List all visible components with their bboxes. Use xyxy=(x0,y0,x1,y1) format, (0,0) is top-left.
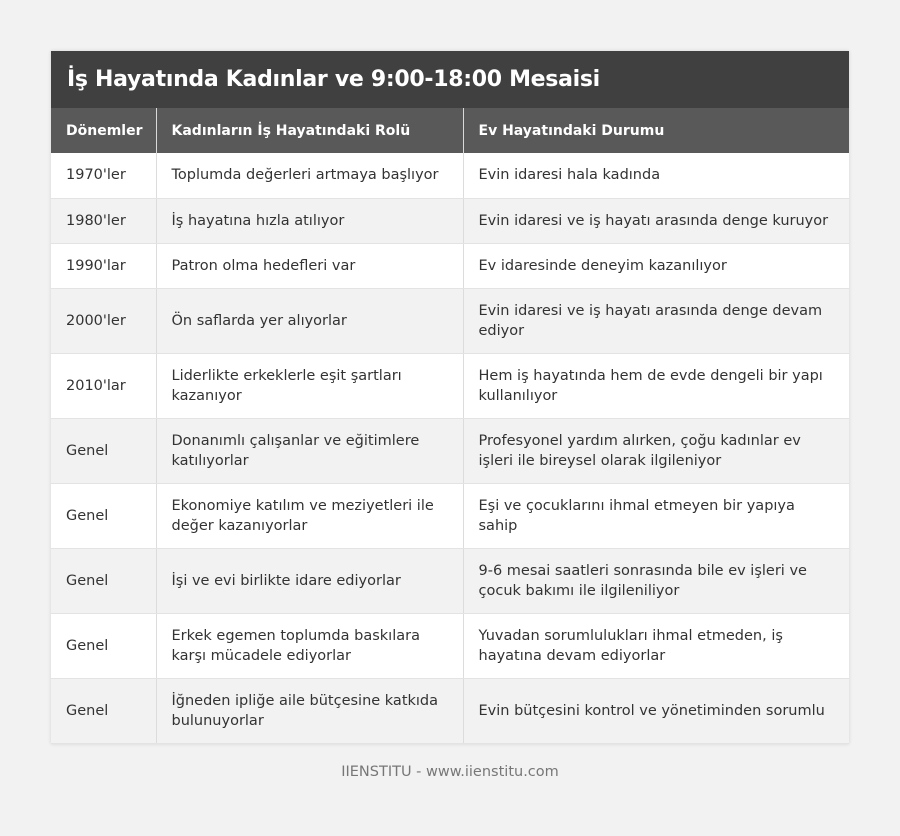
cell-work-role: Toplumda değerleri artmaya başlıyor xyxy=(156,153,463,198)
table-row xyxy=(51,243,849,288)
cell-home-status: Evin idaresi ve iş hayatı arasında denge kuruyor xyxy=(463,198,849,243)
cell-home-status: Evin idaresi ve iş hayatı arasında denge devam ediyor xyxy=(463,288,849,353)
column-header-home-status: Ev Hayatındaki Durumu xyxy=(463,108,849,153)
column-header-periods: Dönemler xyxy=(51,108,156,153)
cell-period: Genel xyxy=(51,678,156,743)
cell-period: 1990'lar xyxy=(51,243,156,288)
cell-work-role: Erkek egemen toplumda baskılara karşı mücadele ediyorlar xyxy=(156,613,463,678)
cell-period: 2010'lar xyxy=(51,353,156,418)
cell-home-status: Ev idaresinde deneyim kazanılıyor xyxy=(463,243,849,288)
cell-period: Genel xyxy=(51,548,156,613)
column-header-work-role: Kadınların İş Hayatındaki Rolü xyxy=(156,108,463,153)
cell-work-role: Patron olma hedefleri var xyxy=(156,243,463,288)
cell-work-role: Donanımlı çalışanlar ve eğitimlere katılıyorlar xyxy=(156,418,463,483)
table-body xyxy=(51,153,849,743)
cell-period: 1980'ler xyxy=(51,198,156,243)
cell-work-role: İşi ve evi birlikte idare ediyorlar xyxy=(156,548,463,613)
cell-work-role: Ön saflarda yer alıyorlar xyxy=(156,288,463,353)
cell-period: 2000'ler xyxy=(51,288,156,353)
table-row xyxy=(51,418,849,483)
table-row xyxy=(51,153,849,198)
cell-period: 1970'ler xyxy=(51,153,156,198)
cell-work-role: Liderlikte erkeklerle eşit şartları kazanıyor xyxy=(156,353,463,418)
table-card xyxy=(51,51,849,744)
table-title: İş Hayatında Kadınlar ve 9:00-18:00 Mesaisi xyxy=(51,51,849,108)
cell-period: Genel xyxy=(51,613,156,678)
table-row xyxy=(51,353,849,418)
table-row xyxy=(51,613,849,678)
table-row xyxy=(51,288,849,353)
table-row xyxy=(51,483,849,548)
cell-home-status: Hem iş hayatında hem de evde dengeli bir yapı kullanılıyor xyxy=(463,353,849,418)
footer-credit: IIENSTITU - www.iienstitu.com xyxy=(341,764,559,780)
table-row xyxy=(51,198,849,243)
cell-work-role: İğneden ipliğe aile bütçesine katkıda bulunuyorlar xyxy=(156,678,463,743)
table-header xyxy=(51,108,849,153)
cell-period: Genel xyxy=(51,418,156,483)
cell-home-status: Evin bütçesini kontrol ve yönetiminden sorumlu xyxy=(463,678,849,743)
cell-home-status: Evin idaresi hala kadında xyxy=(463,153,849,198)
cell-home-status: Yuvadan sorumlulukları ihmal etmeden, iş hayatına devam ediyorlar xyxy=(463,613,849,678)
table-row xyxy=(51,548,849,613)
cell-home-status: 9-6 mesai saatleri sonrasında bile ev işleri ve çocuk bakımı ile ilgileniliyor xyxy=(463,548,849,613)
table-row xyxy=(51,678,849,743)
cell-home-status: Profesyonel yardım alırken, çoğu kadınlar ev işleri ile bireysel olarak ilgileniyor xyxy=(463,418,849,483)
cell-work-role: Ekonomiye katılım ve meziyetleri ile değer kazanıyorlar xyxy=(156,483,463,548)
cell-work-role: İş hayatına hızla atılıyor xyxy=(156,198,463,243)
cell-home-status: Eşi ve çocuklarını ihmal etmeyen bir yapıya sahip xyxy=(463,483,849,548)
data-table xyxy=(51,108,849,744)
cell-period: Genel xyxy=(51,483,156,548)
